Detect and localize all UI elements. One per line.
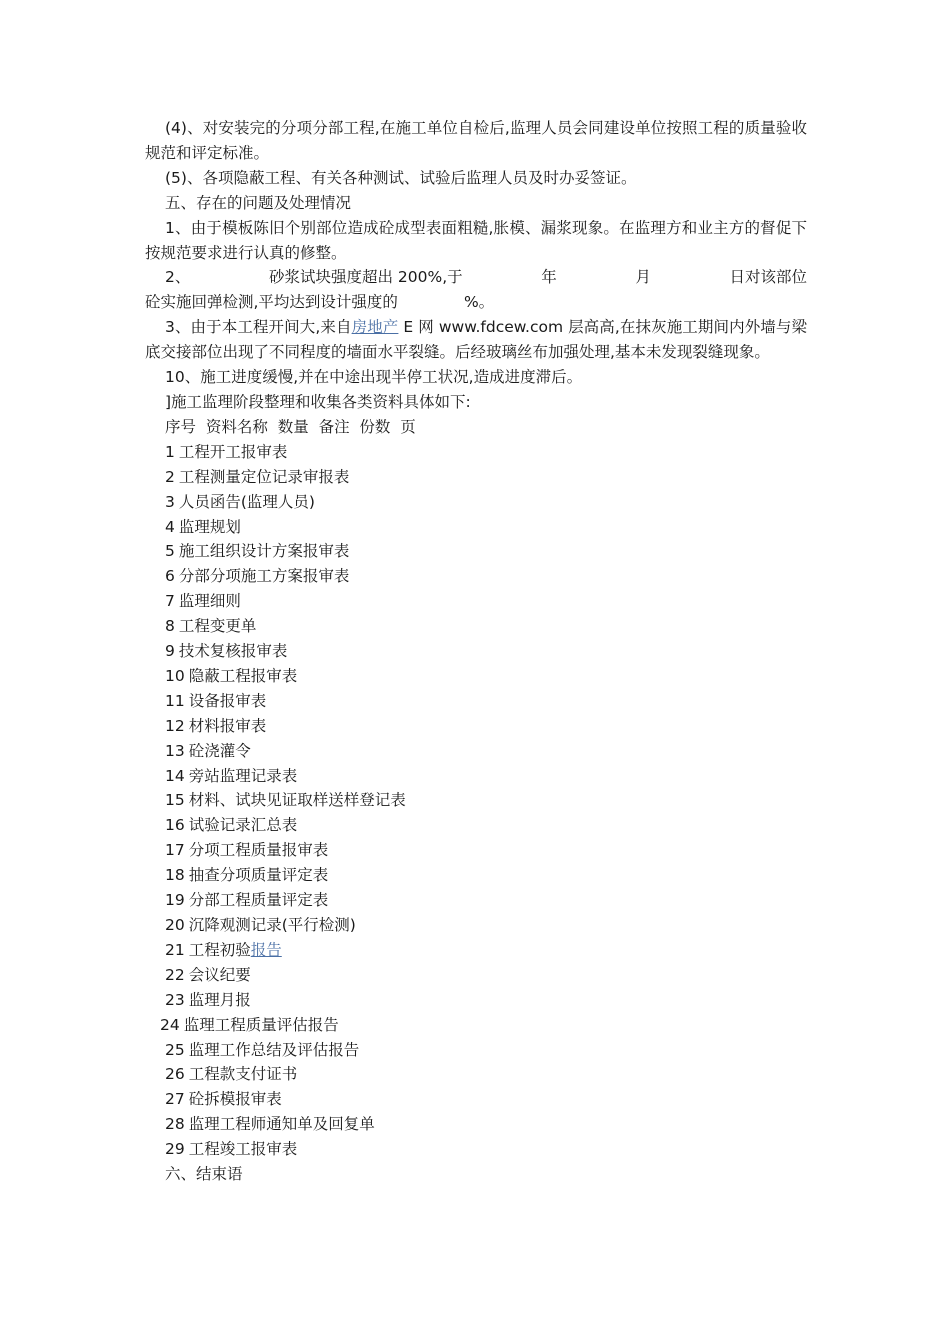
list-item-name: 试验记录汇总表 [188,816,298,835]
issue-3 [145,315,807,365]
list-item-number: 25 [165,1040,185,1059]
list-item-number: 18 [165,866,185,885]
list-item-number: 7 [165,592,175,611]
list-item-number: 9 [165,642,175,661]
list-item-name: 工程变更单 [178,617,257,636]
list-item-name: 监理细则 [178,592,241,611]
list-item-name: 工程竣工报审表 [188,1140,298,1159]
list-item-number: 16 [165,816,185,835]
list-item-name: 工程测量定位记录审报表 [178,467,350,486]
list-item [145,639,807,664]
list-item [145,589,807,614]
list-item [145,440,807,465]
list-item-number: 13 [165,741,185,760]
list-item-number: 2 [165,467,175,486]
document-body [145,116,807,1187]
paragraph-item-5: (5)、各项隐蔽工程、有关各种测试、试验后监理人员及时办妥签证。 [165,168,637,187]
list-item-number: 3 [165,492,175,511]
list-item [145,739,807,764]
list-item-name: 监理工程师通知单及回复单 [188,1115,375,1134]
list-item-number: 24 [160,1015,180,1034]
list-item-number: 28 [165,1115,185,1134]
list-item [145,1062,807,1087]
list-item [145,1013,807,1038]
list-item-number: 10 [165,666,185,685]
list-item-name: 人员函告(监理人员) [178,492,315,511]
document-list [145,440,807,1162]
list-item-number: 23 [165,990,185,1009]
list-item-number: 27 [165,1090,185,1109]
list-item-name: 旁站监理记录表 [188,766,298,785]
section-heading-conclusion: 六、结束语 [165,1165,243,1184]
list-item [145,1038,807,1063]
issue-2-line-2 [145,290,807,315]
list-item [145,564,807,589]
issue-2-middle: 砂浆试块强度超出 200%,于 [268,268,463,287]
list-item [145,838,807,863]
list-item-name: 砼浇灌令 [188,741,251,760]
list-item [145,813,807,838]
list-item-number: 17 [165,841,185,860]
list-item-number: 19 [165,891,185,910]
list-item-name: 分项工程质量报审表 [188,841,329,860]
table-header: 序号 资料名称 数量 备注 份数 页 [165,417,416,436]
list-item-number: 12 [165,716,185,735]
list-item-name: 隐蔽工程报审表 [188,666,298,685]
list-item-number: 11 [165,691,185,710]
issue-2-prefix: 2、 [165,268,191,287]
issue-3-before-link: 3、由于本工程开间大,来自 [165,318,352,337]
list-item-number: 15 [165,791,185,810]
list-item-name: 工程初验 [188,940,251,959]
list-item [145,913,807,938]
list-item-name: 材料、试块见证取样送样登记表 [188,791,406,810]
list-item [145,465,807,490]
list-item-name: 砼拆模报审表 [188,1090,282,1109]
list-item [145,1137,807,1162]
list-item-number: 5 [165,542,175,561]
list-item [145,714,807,739]
issue-2-line-2-end: %。 [463,293,495,312]
list-item-name: 设备报审表 [188,691,267,710]
list-item-number: 4 [165,517,175,536]
issue-3-after-link: E 网 www.fdcew.com 层高高,在抹灰施工期间内外墙与梁底交接部位出现了不同程度的墙面水平裂缝。后经玻璃丝布加强处理,基本未发现裂缝现象。 [145,318,807,362]
list-item [145,664,807,689]
list-item [145,539,807,564]
list-item-name: 工程款支付证书 [188,1065,298,1084]
list-item-number: 8 [165,617,175,636]
list-item-name: 工程开工报审表 [178,442,288,461]
list-item-number: 26 [165,1065,185,1084]
report-link[interactable]: 报告 [250,940,282,959]
list-item-name: 分部分项施工方案报审表 [178,567,350,586]
list-item-number: 14 [165,766,185,785]
list-item [145,863,807,888]
list-item-name: 会议纪要 [188,965,251,984]
list-item-number: 21 [165,940,185,959]
list-item [145,490,807,515]
list-item-name: 施工组织设计方案报审表 [178,542,350,561]
list-item-name: 监理月报 [188,990,251,1009]
list-item-number: 20 [165,916,185,934]
issue-2-year: 年 [541,268,557,287]
section-heading-issues: 五、存在的问题及处理情况 [165,193,352,212]
list-item-name: 抽查分项质量评定表 [188,866,329,885]
issue-2-line-2-start: 砼实施回弹检测,平均达到设计强度的 [145,293,398,312]
list-item [145,1112,807,1137]
list-item [145,515,807,540]
list-item [145,988,807,1013]
issue-1: 1、由于模板陈旧个别部位造成砼成型表面粗糙,胀模、漏浆现象。在监理方和业主方的督促下按规范要求进行认真的修整。 [145,218,807,262]
issue-2-day-rest: 日对该部位 [729,268,807,287]
list-item [145,788,807,813]
list-item-number: 6 [165,567,175,586]
archive-intro: ]施工监理阶段整理和收集各类资料具体如下: [165,392,471,411]
list-item-name: 监理规划 [178,517,241,536]
issue-2-month: 月 [635,268,651,287]
list-item-name: 监理工作总结及评估报告 [188,1040,360,1059]
issue-10: 10、施工进度缓慢,并在中途出现半停工状况,造成进度滞后。 [165,368,583,387]
list-item-number: 22 [165,965,185,984]
issue-2 [145,265,807,315]
real-estate-link[interactable]: 房地产 [351,318,399,337]
list-item-number: 1 [165,442,175,461]
issue-2-line-1 [145,265,807,290]
list-item [145,764,807,789]
list-item-name: 材料报审表 [188,716,267,735]
list-item [145,689,807,714]
list-item [145,938,807,963]
list-item-name: 技术复核报审表 [178,642,288,661]
list-item-name: 分部工程质量评定表 [188,891,329,910]
list-item [145,614,807,639]
list-item-number: 29 [165,1140,185,1159]
list-item-name: 监理工程质量评估报告 [183,1015,339,1034]
list-item [145,1087,807,1112]
list-item [145,888,807,913]
paragraph-item-4: (4)、对安装完的分项分部工程,在施工单位自检后,监理人员会同建设单位按照工程的质量验收规范和评定标准。 [145,119,807,162]
list-item-name: 沉降观测记录(平行检测) [188,916,356,934]
list-item [145,963,807,988]
